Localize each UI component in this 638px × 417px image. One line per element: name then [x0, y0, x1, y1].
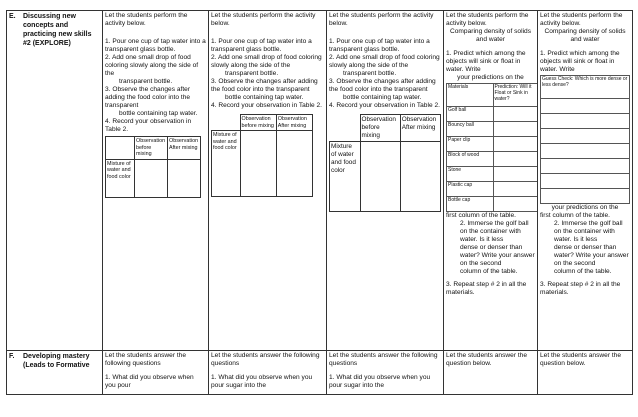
obs-header-after: Observation After mixing: [168, 137, 201, 160]
col-a-step: 4. Record your observation in Table 2.: [105, 118, 192, 133]
col-e-step-3: 3. Repeat step # 2 in all the materials.: [540, 281, 621, 296]
col-e-step-2: 2. Immerse the golf ball on the container with water. Is it less: [554, 220, 623, 243]
row-f-letter: F.: [9, 353, 15, 360]
material-item: Stone: [447, 167, 494, 182]
obs-header-before: Observation before mixing: [135, 137, 168, 160]
material-item: Bottle cap: [447, 197, 494, 212]
row-e: [7, 11, 633, 351]
col-b-intro: Let the students perform the activity below.: [211, 12, 316, 27]
col-c-step: 1. Pour one cup of tap water into a transparent glass bottle.: [329, 38, 430, 53]
col-d-step-3: 3. Repeat step # 2 in all the materials.: [446, 281, 527, 296]
col-c-instruction: Let the students answer the following questions: [329, 352, 438, 367]
col-b-step: 1. Pour one cup of tap water into a transparent glass bottle.: [211, 38, 312, 53]
col-e-subtitle: Comparing density of solids and water: [544, 28, 626, 43]
row-f-col-c: [327, 351, 444, 395]
col-d-subtitle: Comparing density of solids and water: [450, 28, 531, 43]
row-f-col-d: [444, 351, 538, 395]
col-a-intro: Let the students perform the activity below.: [105, 12, 188, 27]
row-f-label: [7, 351, 103, 395]
col-b-step: 3. Observe the changes after adding the food color into the transparent: [211, 78, 318, 93]
col-b-step: transparent bottle.: [225, 70, 279, 77]
row-e-col-d: [444, 11, 538, 351]
observation-table: [329, 114, 441, 212]
obs-header-after: Observation After mixing: [400, 115, 440, 142]
col-d-step-1b: your predictions on the: [457, 74, 524, 81]
obs-row-mixture: Mixture of water and food color: [106, 159, 135, 197]
col-b-step: bottle containing tap water.: [225, 94, 304, 101]
material-item: Golf ball: [447, 107, 494, 122]
col-a-step: 1. Pour one cup of tap water into a transparent glass bottle.: [105, 38, 206, 53]
row-f-title: Developing mastery (Leads to Formative: [23, 353, 90, 369]
col-e-intro: Let the students perform the activity below.: [540, 12, 623, 27]
col-c-intro: Let the students perform the activity below.: [329, 12, 434, 27]
col-c-step: 2. Add one small drop of food coloring slowly along the side of the: [329, 54, 440, 69]
col-e-step-1b: your predictions on the: [551, 204, 619, 211]
col-c-step: bottle containing tap water.: [343, 94, 422, 101]
row-e-col-e: [538, 11, 633, 351]
col-e-step-2b: dense or denser than water? Write your answer on the second: [554, 244, 629, 267]
prediction-header: Prediction: Will it Float or Sink in water?: [493, 84, 538, 107]
lesson-plan-page: [6, 10, 632, 415]
material-item: Block of wood: [447, 152, 494, 167]
row-f-col-a: [103, 351, 209, 395]
row-e-col-b: [209, 11, 327, 351]
materials-header: Materials: [447, 84, 494, 107]
row-e-label: [7, 11, 103, 351]
row-f-col-e: [538, 351, 633, 395]
obs-row-mixture: Mixture of water and food color: [212, 131, 241, 197]
col-d-step-2c: column of the table.: [460, 268, 518, 275]
col-d-instruction: Let the students answer the question below.: [446, 352, 528, 367]
col-c-step: 4. Record your observation in Table 2.: [329, 102, 440, 109]
col-d-step-1: 1. Predict which among the objects will sink or float in water. Write: [446, 50, 526, 73]
col-d-step-2b: dense or denser than water? Write your answer on the second: [460, 244, 535, 267]
materials-table: [446, 83, 538, 212]
col-e-instruction: Let the students answer the question below.: [540, 352, 622, 367]
col-b-step: 4. Record your observation in Table 2.: [211, 102, 322, 109]
row-e-title: Discussing new concepts and practicing new skills #2 (EXPLORE): [23, 13, 92, 47]
col-a-question: 1. What did you observe when you pour: [105, 374, 194, 389]
obs-header-before: Observation before mixing: [240, 115, 276, 131]
col-a-step: 2. Add one small drop of food coloring slowly along the side of the: [105, 54, 199, 77]
col-e-step-1: 1. Predict which among the objects will sink or float in water. Write: [540, 50, 620, 73]
col-b-instruction: Let the students answer the following questions: [211, 352, 320, 367]
col-e-step-1c: first column of the table.: [540, 212, 611, 219]
row-e-letter: E.: [9, 13, 16, 20]
obs-row-mixture: Mixture of water and food color: [330, 142, 361, 212]
material-item: Plastic cap: [447, 182, 494, 197]
col-a-step: bottle containing tap water.: [119, 110, 198, 117]
material-item: Bouncy ball: [447, 122, 494, 137]
row-e-col-a: [103, 11, 209, 351]
row-f-col-b: [209, 351, 327, 395]
guess-check-header: Guess Check: Which is more dense or less dense?: [541, 76, 630, 99]
col-d-step-1c: first column of the table.: [446, 212, 517, 219]
col-b-step: 2. Add one small drop of food coloring slowly along the side of the: [211, 54, 322, 69]
col-a-instruction: Let the students answer the following questions: [105, 352, 187, 367]
col-d-step-2: 2. Immerse the golf ball on the container with water. Is it less: [460, 220, 529, 243]
row-e-col-c: [327, 11, 444, 351]
observation-table: [211, 114, 313, 197]
obs-header-before: Observation before mixing: [360, 115, 400, 142]
col-c-step: transparent bottle.: [343, 70, 397, 77]
lesson-plan-table: [6, 10, 633, 395]
col-b-question: 1. What did you observe when you pour sugar into the: [211, 374, 313, 389]
guess-check-table: [540, 75, 630, 204]
observation-table: [105, 136, 201, 198]
col-c-question: 1. What did you observe when you pour sugar into the: [329, 374, 431, 389]
col-a-step: 3. Observe the changes after adding the food color into the transparent: [105, 86, 191, 109]
material-item: Paper clip: [447, 137, 494, 152]
col-d-intro: Let the students perform the activity below.: [446, 12, 529, 27]
row-f: [7, 351, 633, 395]
obs-header-after: Observation After mixing: [276, 115, 312, 131]
col-e-step-2c: column of the table.: [554, 268, 612, 275]
col-c-step: 3. Observe the changes after adding the food color into the transparent: [329, 78, 436, 93]
col-a-step: transparent bottle.: [119, 78, 173, 85]
